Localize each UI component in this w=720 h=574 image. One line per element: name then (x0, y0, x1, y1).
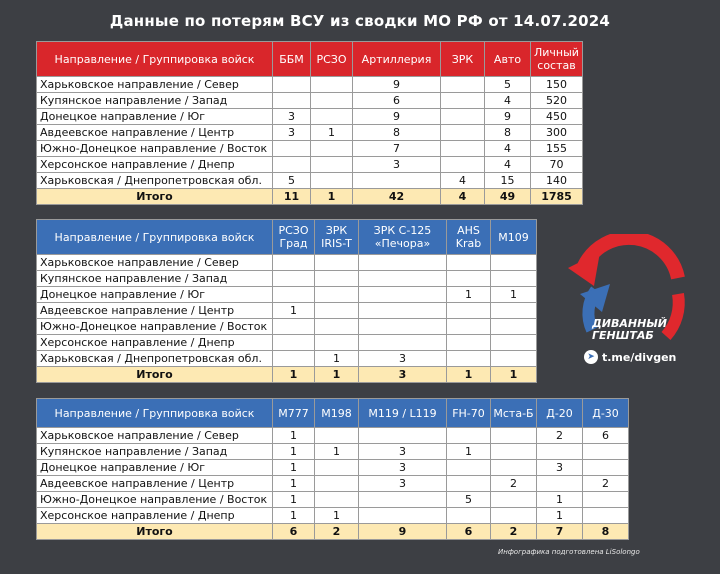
table-cell (583, 508, 629, 524)
table-cell (315, 492, 359, 508)
table-cell: 9 (353, 77, 441, 93)
total-cell: 4 (441, 189, 485, 205)
total-row (37, 367, 537, 383)
total-cell: 1 (311, 189, 353, 205)
row-label: Авдеевское направление / Центр (37, 125, 273, 141)
column-header: Авто (485, 42, 531, 77)
total-row (37, 189, 583, 205)
table-row (37, 157, 583, 173)
table-cell (491, 271, 537, 287)
total-cell: 2 (315, 524, 359, 540)
row-label: Харьковская / Днепропетровская обл. (37, 173, 273, 189)
table-cell (491, 319, 537, 335)
table-cell (441, 77, 485, 93)
table-row (37, 77, 583, 93)
table-cell (273, 255, 315, 271)
telegram-link-text: t.me/divgen (602, 350, 677, 364)
table-cell: 3 (273, 109, 311, 125)
table-cell (447, 476, 491, 492)
total-cell: 1 (273, 367, 315, 383)
table-cell: 1 (315, 508, 359, 524)
column-header: Артиллерия (353, 42, 441, 77)
column-header: Д-30 (583, 399, 629, 428)
table-cell (447, 508, 491, 524)
table-cell: 1 (537, 508, 583, 524)
column-header: FH-70 (447, 399, 491, 428)
credit-text: Инфографика подготовлена LiSolongo (498, 548, 640, 556)
table-cell (491, 492, 537, 508)
total-cell: 1785 (531, 189, 583, 205)
table-cell (359, 508, 447, 524)
column-header: M198 (315, 399, 359, 428)
total-cell: 8 (583, 524, 629, 540)
table-cell: 9 (485, 109, 531, 125)
column-header: Д-20 (537, 399, 583, 428)
table-cell (315, 303, 359, 319)
row-label: Южно-Донецкое направление / Восток (37, 319, 273, 335)
table-cell (441, 141, 485, 157)
table-cell (311, 77, 353, 93)
table-cell: 4 (485, 93, 531, 109)
table-cell: 6 (583, 428, 629, 444)
losses-table-main (36, 41, 583, 205)
column-header: РСЗО Град (273, 220, 315, 255)
table-cell (359, 428, 447, 444)
logo-text (592, 318, 667, 342)
table-cell (359, 319, 447, 335)
table-cell (583, 460, 629, 476)
table-cell: 2 (583, 476, 629, 492)
row-label: Купянское направление / Запад (37, 271, 273, 287)
table-cell (441, 157, 485, 173)
table-cell (353, 173, 441, 189)
table-cell (491, 255, 537, 271)
table-cell: 1 (447, 444, 491, 460)
table-row (37, 492, 629, 508)
row-label: Харьковское направление / Север (37, 428, 273, 444)
table-cell (311, 157, 353, 173)
losses-table-artillery (36, 398, 629, 540)
table-cell (311, 109, 353, 125)
table-cell (441, 93, 485, 109)
table-cell: 155 (531, 141, 583, 157)
table-cell: 1 (315, 444, 359, 460)
column-header: Направление / Группировка войск (37, 220, 273, 255)
column-header: ЗРК (441, 42, 485, 77)
table-cell (359, 335, 447, 351)
row-label: Южно-Донецкое направление / Восток (37, 141, 273, 157)
table-cell: 5 (485, 77, 531, 93)
table-cell: 450 (531, 109, 583, 125)
row-label: Херсонское направление / Днепр (37, 157, 273, 173)
row-label: Авдеевское направление / Центр (37, 303, 273, 319)
column-header: Направление / Группировка войск (37, 42, 273, 77)
table-cell (447, 255, 491, 271)
table-header-row (37, 42, 583, 77)
table-cell (273, 271, 315, 287)
table-cell: 9 (353, 109, 441, 125)
table-cell: 1 (273, 492, 315, 508)
table-cell: 1 (273, 476, 315, 492)
table-cell: 7 (353, 141, 441, 157)
table-cell (447, 271, 491, 287)
total-cell: 3 (359, 367, 447, 383)
table-cell (491, 335, 537, 351)
table-cell: 8 (485, 125, 531, 141)
column-header: РСЗО (311, 42, 353, 77)
table-cell (491, 460, 537, 476)
table-cell: 1 (491, 287, 537, 303)
table-cell: 1 (273, 508, 315, 524)
column-header: M109 (491, 220, 537, 255)
row-label: Херсонское направление / Днепр (37, 508, 273, 524)
row-label: Херсонское направление / Днепр (37, 335, 273, 351)
column-header: Мста-Б (491, 399, 537, 428)
table-cell (447, 460, 491, 476)
table-row (37, 141, 583, 157)
total-cell: 1 (447, 367, 491, 383)
table-cell (491, 351, 537, 367)
table-cell: 3 (359, 444, 447, 460)
column-header: Направление / Группировка войск (37, 399, 273, 428)
table-cell (273, 93, 311, 109)
table-cell: 2 (537, 428, 583, 444)
table-row (37, 476, 629, 492)
table-cell (315, 319, 359, 335)
table-cell (315, 476, 359, 492)
table-cell: 1 (273, 460, 315, 476)
table-cell (315, 255, 359, 271)
table-cell (441, 109, 485, 125)
row-label: Южно-Донецкое направление / Восток (37, 492, 273, 508)
table-row (37, 335, 537, 351)
telegram-icon: ➤ (584, 350, 598, 364)
column-header: Личный состав (531, 42, 583, 77)
total-cell: 49 (485, 189, 531, 205)
table-cell: 6 (353, 93, 441, 109)
table-cell: 1 (315, 351, 359, 367)
row-label: Донецкое направление / Юг (37, 287, 273, 303)
table-cell (315, 428, 359, 444)
column-header: AHS Krab (447, 220, 491, 255)
total-cell: 9 (359, 524, 447, 540)
table-cell: 140 (531, 173, 583, 189)
total-cell: 1 (491, 367, 537, 383)
table-cell (491, 303, 537, 319)
table-cell: 5 (273, 173, 311, 189)
total-label: Итого (37, 367, 273, 383)
row-label: Харьковское направление / Север (37, 77, 273, 93)
table-cell (447, 319, 491, 335)
table-row (37, 351, 537, 367)
table-header-row (37, 399, 629, 428)
table-row (37, 271, 537, 287)
table-cell: 520 (531, 93, 583, 109)
total-label: Итого (37, 189, 273, 205)
logo-line-1: ДИВАННЫЙ (592, 317, 667, 330)
table-cell: 2 (491, 476, 537, 492)
table-row (37, 508, 629, 524)
table-row (37, 173, 583, 189)
column-header: ЗРК IRIS-T (315, 220, 359, 255)
table-cell: 3 (359, 460, 447, 476)
table-cell: 3 (353, 157, 441, 173)
table-cell (359, 492, 447, 508)
column-header: ББМ (273, 42, 311, 77)
table-cell: 8 (353, 125, 441, 141)
table-cell: 4 (485, 141, 531, 157)
total-cell: 6 (273, 524, 315, 540)
table-cell: 4 (441, 173, 485, 189)
table-row (37, 460, 629, 476)
table-cell (491, 428, 537, 444)
total-cell: 1 (315, 367, 359, 383)
table-cell (311, 173, 353, 189)
row-label: Донецкое направление / Юг (37, 460, 273, 476)
table-cell: 5 (447, 492, 491, 508)
table-header-row (37, 220, 537, 255)
table-cell (447, 303, 491, 319)
table-cell (273, 287, 315, 303)
page-title: Данные по потерям ВСУ из сводки МО РФ от 14.07.2024 (109, 12, 611, 30)
table-row (37, 109, 583, 125)
table-cell (583, 492, 629, 508)
table-cell: 1 (537, 492, 583, 508)
table-cell (273, 157, 311, 173)
column-header: M119 / L119 (359, 399, 447, 428)
table-cell: 70 (531, 157, 583, 173)
table-cell (491, 508, 537, 524)
table-cell (273, 351, 315, 367)
table-cell (315, 287, 359, 303)
table-cell (273, 141, 311, 157)
row-label: Донецкое направление / Юг (37, 109, 273, 125)
row-label: Авдеевское направление / Центр (37, 476, 273, 492)
table-row (37, 93, 583, 109)
table-cell (447, 428, 491, 444)
table-row (37, 125, 583, 141)
table-cell: 3 (359, 476, 447, 492)
table-cell: 3 (273, 125, 311, 141)
row-label: Харьковское направление / Север (37, 255, 273, 271)
table-cell (273, 335, 315, 351)
table-cell (537, 476, 583, 492)
table-row (37, 444, 629, 460)
table-cell (359, 303, 447, 319)
telegram-link[interactable] (584, 350, 676, 364)
total-cell: 42 (353, 189, 441, 205)
table-row (37, 428, 629, 444)
total-cell: 2 (491, 524, 537, 540)
table-row (37, 303, 537, 319)
logo-line-2: ГЕНШТАБ (592, 329, 654, 342)
table-cell: 1 (273, 428, 315, 444)
row-label: Купянское направление / Запад (37, 93, 273, 109)
table-cell (441, 125, 485, 141)
table-cell (315, 271, 359, 287)
losses-table-foreign-1 (36, 219, 537, 383)
total-cell: 11 (273, 189, 311, 205)
table-cell: 1 (447, 287, 491, 303)
table-cell (359, 271, 447, 287)
table-cell: 1 (273, 444, 315, 460)
table-cell: 1 (273, 303, 315, 319)
table-row (37, 287, 537, 303)
table-cell (491, 444, 537, 460)
table-cell (273, 77, 311, 93)
table-cell (273, 319, 315, 335)
table-cell (359, 255, 447, 271)
total-cell: 7 (537, 524, 583, 540)
table-cell: 150 (531, 77, 583, 93)
total-label: Итого (37, 524, 273, 540)
table-cell (311, 141, 353, 157)
table-row (37, 255, 537, 271)
row-label: Купянское направление / Запад (37, 444, 273, 460)
table-cell (315, 335, 359, 351)
table-cell (537, 444, 583, 460)
table-cell: 300 (531, 125, 583, 141)
table-cell: 15 (485, 173, 531, 189)
total-row (37, 524, 629, 540)
table-cell: 3 (537, 460, 583, 476)
table-cell: 1 (311, 125, 353, 141)
table-cell (359, 287, 447, 303)
table-row (37, 319, 537, 335)
column-header: M777 (273, 399, 315, 428)
table-cell (315, 460, 359, 476)
table-cell (447, 335, 491, 351)
table-cell (583, 444, 629, 460)
table-cell (311, 93, 353, 109)
total-cell: 6 (447, 524, 491, 540)
table-cell: 3 (359, 351, 447, 367)
column-header: ЗРК С-125 «Печора» (359, 220, 447, 255)
table-cell (447, 351, 491, 367)
table-cell: 4 (485, 157, 531, 173)
row-label: Харьковская / Днепропетровская обл. (37, 351, 273, 367)
